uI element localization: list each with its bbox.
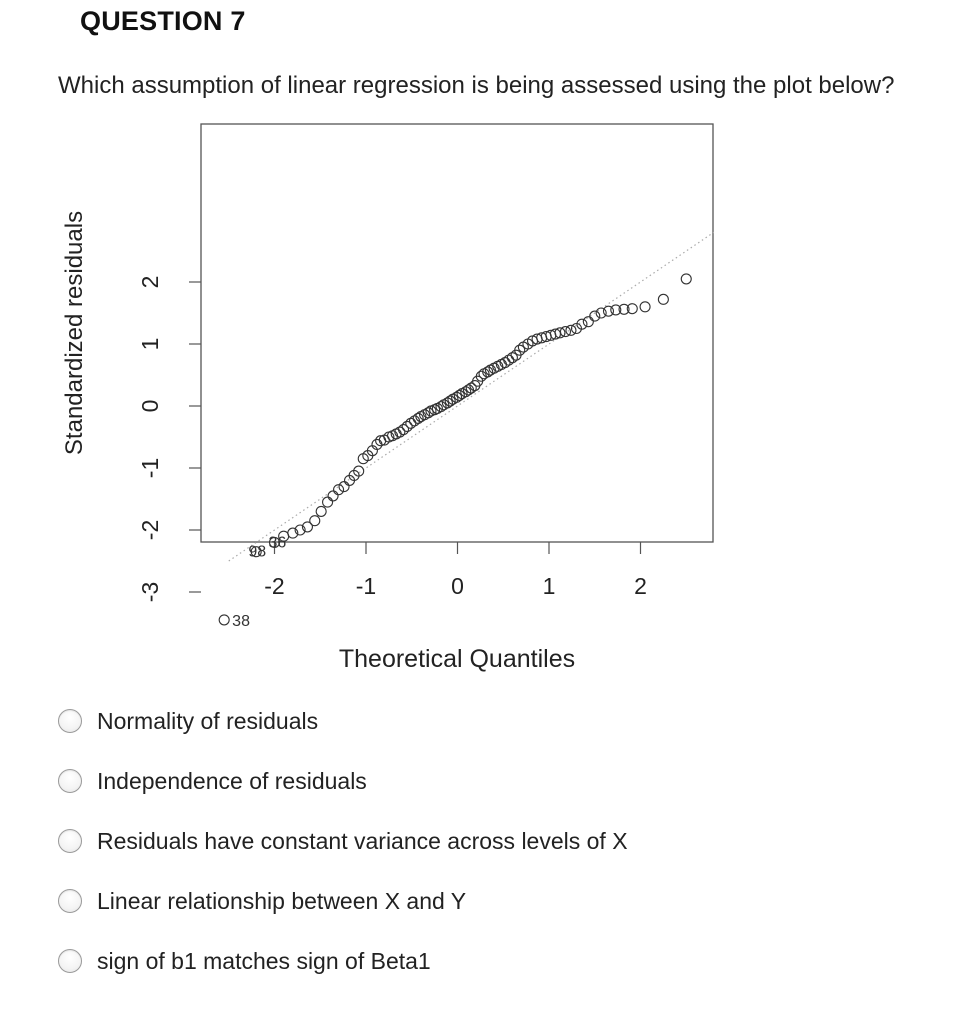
y-tick-label: -3 xyxy=(137,581,163,603)
data-point xyxy=(310,516,320,526)
y-tick-label: -1 xyxy=(137,457,163,479)
data-point xyxy=(504,355,514,365)
x-tick-label: -2 xyxy=(264,573,285,599)
point-label: 38 xyxy=(232,612,250,630)
data-point xyxy=(640,302,650,312)
data-point xyxy=(328,491,338,501)
option-label: Residuals have constant variance across levels of X xyxy=(97,827,628,854)
point-label: 36 xyxy=(268,534,287,552)
y-tick-label: 0 xyxy=(137,399,163,413)
x-tick-label: -1 xyxy=(355,573,377,599)
x-axis-label: Theoretical Quantiles xyxy=(338,645,576,673)
data-point xyxy=(566,325,576,335)
data-point xyxy=(316,506,326,516)
option-independence[interactable] xyxy=(58,761,367,801)
radio-button[interactable] xyxy=(58,949,82,973)
x-tick-label: 1 xyxy=(542,573,556,599)
question-title: QUESTION 7 xyxy=(80,6,246,36)
data-point xyxy=(323,497,333,507)
data-point xyxy=(681,274,691,284)
radio-button[interactable] xyxy=(58,889,82,913)
plot-frame xyxy=(201,124,713,542)
reference-line xyxy=(229,232,714,561)
x-tick-label: 2 xyxy=(634,573,647,599)
qq-plot xyxy=(0,110,760,690)
y-tick-label: 1 xyxy=(137,337,163,351)
x-tick-label: 0 xyxy=(451,573,464,599)
option-linear-relationship[interactable] xyxy=(58,881,466,921)
data-point xyxy=(596,308,606,318)
y-axis xyxy=(137,276,201,603)
y-axis-label: Standardized residuals xyxy=(61,210,88,456)
y-tick-label: 2 xyxy=(137,275,163,289)
x-axis xyxy=(264,542,647,599)
question-text: Which assumption of linear regression is being assessed using the plot below? xyxy=(58,72,895,99)
option-normality[interactable] xyxy=(58,701,318,741)
data-point xyxy=(219,615,229,625)
radio-button[interactable] xyxy=(58,829,82,853)
data-point xyxy=(603,306,613,316)
option-sign-b1[interactable] xyxy=(58,941,431,981)
radio-button[interactable] xyxy=(58,769,82,793)
option-label: Independence of residuals xyxy=(97,767,367,794)
y-tick-label: -2 xyxy=(137,519,163,541)
radio-button[interactable] xyxy=(58,709,82,733)
option-label: sign of b1 matches sign of Beta1 xyxy=(97,947,431,974)
option-label: Linear relationship between X and Y xyxy=(97,887,467,914)
data-point xyxy=(583,317,593,327)
option-constant-variance[interactable] xyxy=(58,821,628,861)
option-label: Normality of residuals xyxy=(97,707,319,734)
point-label: 98 xyxy=(248,543,267,561)
data-point xyxy=(658,294,668,304)
